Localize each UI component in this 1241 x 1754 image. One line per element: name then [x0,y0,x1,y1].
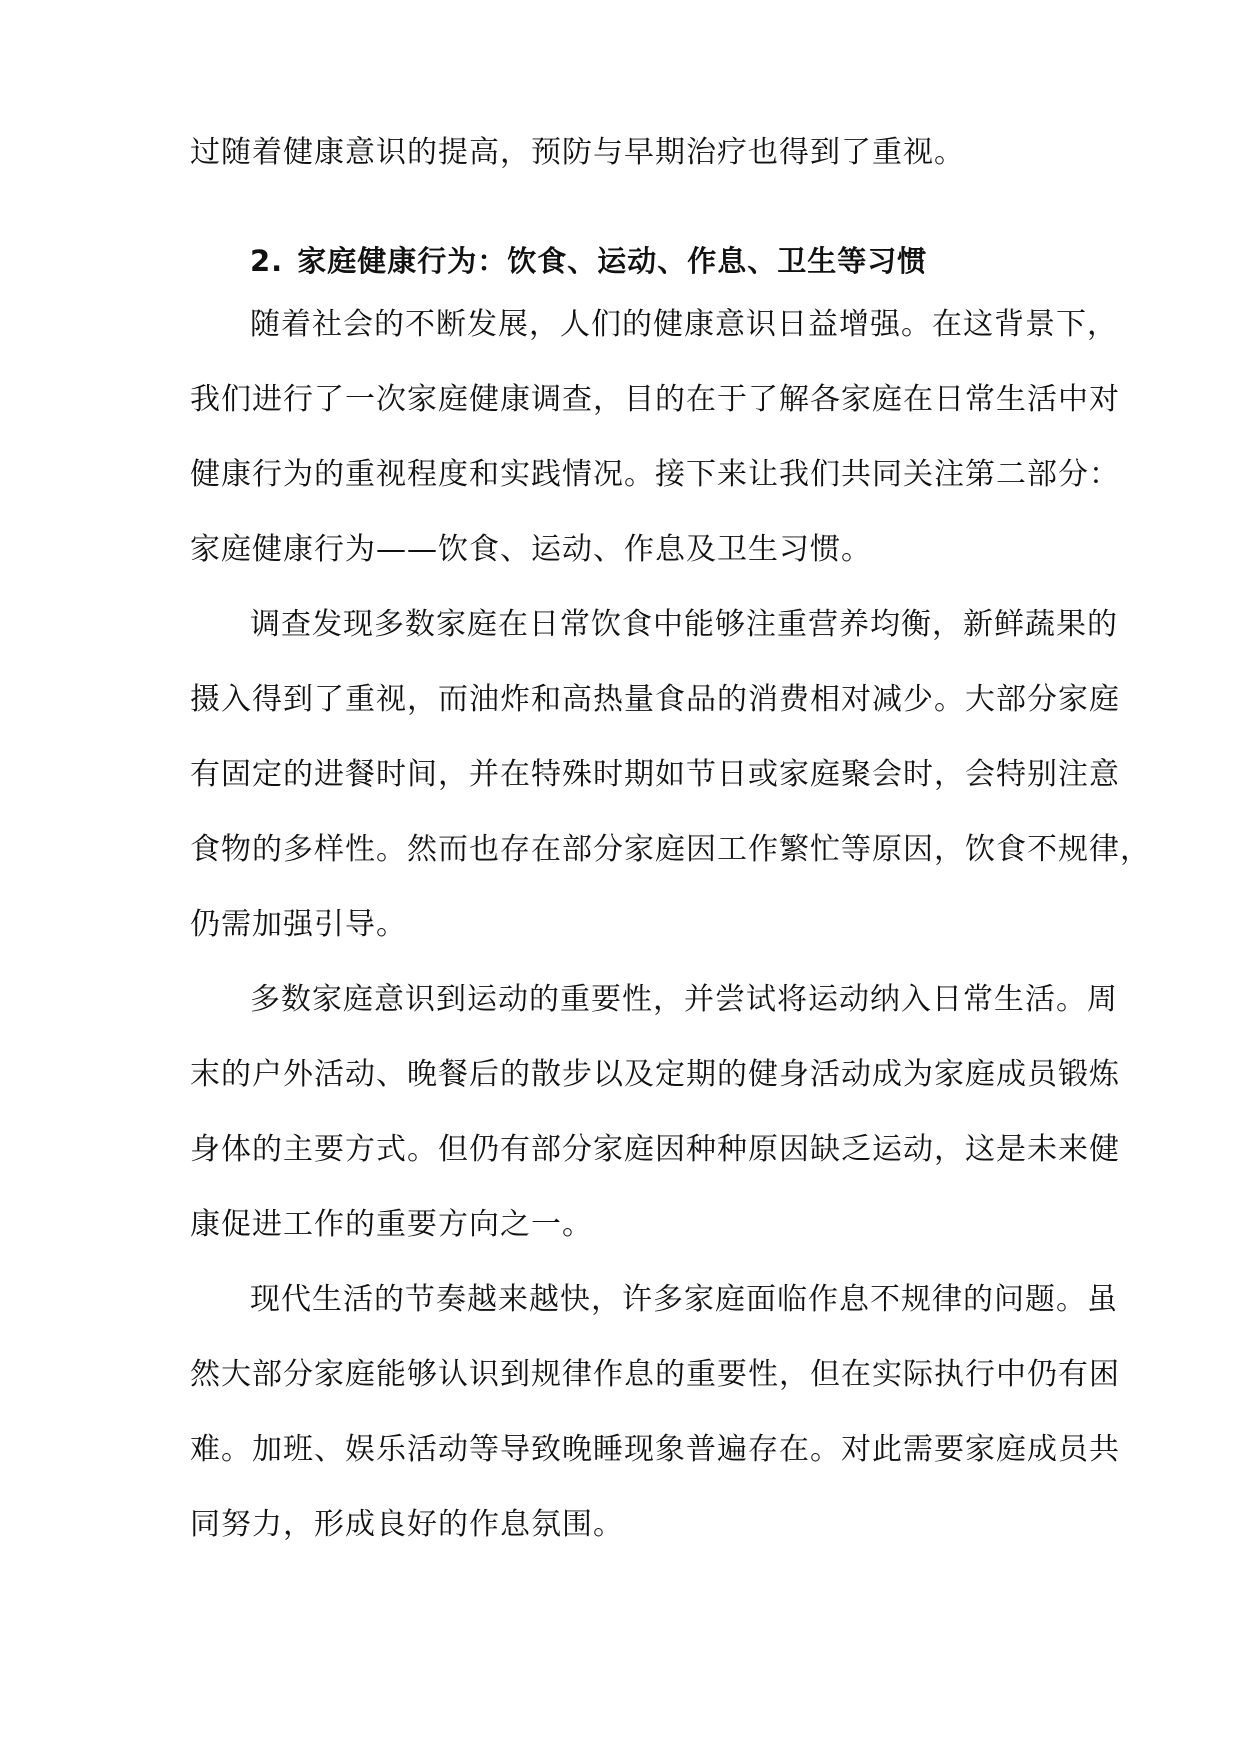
paragraph-diet [190,587,1151,962]
section-number: 2. [250,244,284,278]
paragraph-line: 康促进工作的重要方向之一。 [190,1207,593,1242]
paragraph-line: 随着社会的不断发展，人们的健康意识日益增强。在这背景下， [250,307,1118,342]
paragraph-line: 仍需加强引导。 [190,907,407,942]
paragraph-line: 调查发现多数家庭在日常饮食中能够注重营养均衡，新鲜蔬果的 [250,607,1118,642]
paragraph-line: 难。加班、娱乐活动等导致晚睡现象普遍存在。对此需要家庭成员共 [190,1432,1120,1467]
paragraph-line: 然大部分家庭能够认识到规律作息的重要性，但在实际执行中仍有困 [190,1357,1120,1392]
paragraph-line: 我们进行了一次家庭健康调查，目的在于了解各家庭在日常生活中对 [190,382,1120,417]
section-title: 家庭健康行为：饮食、运动、作息、卫生等习惯 [297,244,928,278]
paragraph-line: 家庭健康行为——饮食、运动、作息及卫生习惯。 [190,532,872,567]
paragraph-line: 摄入得到了重视，而油炸和高热量食品的消费相对减少。大部分家庭 [190,682,1120,717]
paragraph-line: 身体的主要方式。但仍有部分家庭因种种原因缺乏运动，这是未来健 [190,1132,1120,1167]
paragraph-line: 现代生活的节奏越来越快，许多家庭面临作息不规律的问题。虽 [250,1282,1118,1317]
paragraph-line: 过随着健康意识的提高，预防与早期治疗也得到了重视。 [190,135,965,170]
paragraph-line: 健康行为的重视程度和实践情况。接下来让我们共同关注第二部分： [190,457,1120,492]
paragraph-intro [190,287,1120,587]
paragraph-exercise [190,962,1120,1262]
paragraph-line: 食物的多样性。然而也存在部分家庭因工作繁忙等原因，饮食不规律， [190,832,1151,867]
paragraph-line: 多数家庭意识到运动的重要性，并尝试将运动纳入日常生活。周 [250,982,1118,1017]
paragraph-line: 同努力，形成良好的作息氛围。 [190,1507,624,1542]
continuation-paragraph [190,115,1060,190]
paragraph-line: 有固定的进餐时间，并在特殊时期如节日或家庭聚会时，会特别注意 [190,757,1120,792]
section-heading [250,239,927,280]
paragraph-line: 末的户外活动、晚餐后的散步以及定期的健身活动成为家庭成员锻炼 [190,1057,1120,1092]
paragraph-sleep [190,1262,1120,1562]
